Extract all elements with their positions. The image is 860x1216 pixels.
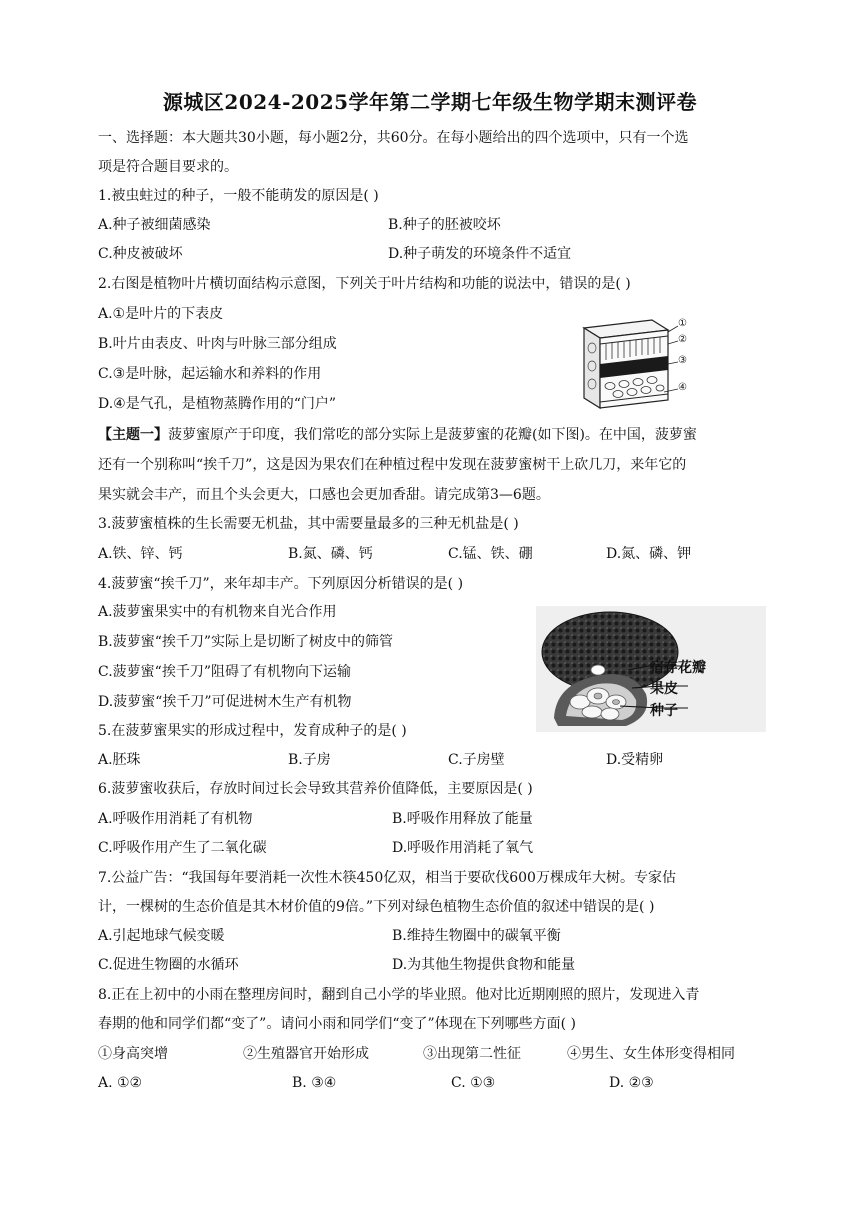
q4-option-d: D.菠萝蜜“挨千刀”可促进树木生产有机物 bbox=[98, 694, 352, 710]
q2-option-c: C.③是叶脉，起运输水和养料的作用 bbox=[98, 366, 322, 382]
jackfruit-label-seed: 种子 bbox=[650, 703, 678, 719]
theme1-text-1: 菠萝蜜原产于印度，我们常吃的部分实际上是菠萝蜜的花瓣(如下图)。在中国，菠萝蜜 bbox=[168, 427, 697, 443]
q5-stem: 5.在菠萝蜜果实的形成过程中，发育成种子的是( ) bbox=[98, 723, 407, 739]
page-title: 源城区2024-2025学年第二学期七年级生物学期末测评卷 bbox=[162, 90, 698, 114]
q8-option-d: D. ②③ bbox=[609, 1075, 654, 1091]
q5-option-c: C.子房壁 bbox=[448, 752, 505, 768]
q2-option-a: A.①是叶片的下表皮 bbox=[98, 306, 224, 322]
q7-option-b: B.维持生物圈中的碳氧平衡 bbox=[392, 928, 561, 944]
q2-option-d: D.④是气孔，是植物蒸腾作用的“门户” bbox=[98, 396, 337, 412]
q3-option-d: D.氮、磷、钾 bbox=[606, 546, 692, 562]
q5-option-b: B.子房 bbox=[288, 752, 331, 768]
theme1-line-1 bbox=[98, 425, 697, 445]
q1-option-d: D.种子萌发的环境条件不适宜 bbox=[388, 246, 572, 262]
q1-stem: 1.被虫蛀过的种子，一般不能萌发的原因是( ) bbox=[98, 188, 379, 204]
q2-option-b: B.叶片由表皮、叶肉与叶脉三部分组成 bbox=[98, 336, 337, 352]
leaf-cross-section-figure bbox=[574, 314, 694, 414]
section-instructions-line-1: 一、选择题：本大题共30小题，每小题2分，共60分。在每小题给出的四个选项中，只有一个选 bbox=[98, 130, 689, 146]
leaf-label-2: ② bbox=[678, 334, 687, 345]
q5-option-d: D.受精卵 bbox=[606, 752, 664, 768]
q7-line-1: 7.公益广告：“我国每年要消耗一次性木筷450亿双，相当于要砍伐600万棵成年大树。专家估 bbox=[98, 870, 676, 886]
leaf-label-3: ③ bbox=[678, 355, 687, 366]
q3-option-b: B.氮、磷、钙 bbox=[288, 546, 373, 562]
q1-option-b: B.种子的胚被咬坏 bbox=[388, 217, 501, 233]
jackfruit-label-petal: 宿存花瓣 bbox=[650, 660, 706, 676]
q7-line-2: 计，一棵树的生态价值是其木材价值的9倍。”下列对绿色植物生态价值的叙述中错误的是( ) bbox=[98, 899, 655, 915]
q6-stem: 6.菠萝蜜收获后，存放时间过长会导致其营养价值降低，主要原因是( ) bbox=[98, 781, 533, 797]
q4-option-b: B.菠萝蜜“挨千刀”实际上是切断了树皮中的筛管 bbox=[98, 634, 394, 650]
q6-option-a: A.呼吸作用消耗了有机物 bbox=[98, 811, 253, 827]
q1-option-c: C.种皮被破坏 bbox=[98, 246, 183, 262]
q6-option-b: B.呼吸作用释放了能量 bbox=[392, 811, 533, 827]
theme1-line-2: 还有一个别称叫“挨千刀”，这是因为果农们在种植过程中发现在菠萝蜜树干上砍几刀，来年它的 bbox=[98, 457, 687, 473]
q8-line-2: 春期的他和同学们都“变了”。请问小雨和同学们“变了”体现在下列哪些方面( ) bbox=[98, 1016, 577, 1032]
q8-item-2: ②生殖器官开始形成 bbox=[243, 1046, 369, 1062]
q3-option-c: C.锰、铁、硼 bbox=[448, 546, 533, 562]
theme1-tag: 【主题一】 bbox=[98, 427, 168, 443]
jackfruit-figure bbox=[536, 606, 766, 732]
q7-option-c: C.促进生物圈的水循环 bbox=[98, 957, 239, 973]
q8-item-4: ④男生、女生体形变得相同 bbox=[567, 1046, 735, 1062]
theme1-line-3: 果实就会丰产，而且个头会更大，口感也会更加香甜。请完成第3—6题。 bbox=[98, 487, 550, 503]
q2-stem: 2.右图是植物叶片横切面结构示意图，下列关于叶片结构和功能的说法中，错误的是( ) bbox=[98, 276, 631, 292]
q7-option-a: A.引起地球气候变暖 bbox=[98, 928, 225, 944]
q1-option-a: A.种子被细菌感染 bbox=[98, 217, 211, 233]
q4-option-a: A.菠萝蜜果实中的有机物来自光合作用 bbox=[98, 604, 337, 620]
q8-option-c: C. ①③ bbox=[451, 1075, 496, 1091]
q8-option-b: B. ③④ bbox=[292, 1075, 337, 1091]
q4-option-c: C.菠萝蜜“挨千刀”阻碍了有机物向下运输 bbox=[98, 664, 351, 680]
q6-option-c: C.呼吸作用产生了二氧化碳 bbox=[98, 840, 267, 856]
jackfruit-label-peel: 果皮 bbox=[650, 681, 678, 697]
q8-option-a: A. ①② bbox=[98, 1075, 143, 1091]
q3-option-a: A.铁、锌、钙 bbox=[98, 546, 183, 562]
q8-item-1: ①身高突增 bbox=[98, 1046, 168, 1062]
leaf-label-1: ① bbox=[678, 318, 687, 329]
q3-stem: 3.菠萝蜜植株的生长需要无机盐，其中需要量最多的三种无机盐是( ) bbox=[98, 516, 519, 532]
q8-line-1: 8.正在上初中的小雨在整理房间时，翻到自己小学的毕业照。他对比近期刚照的照片，发现进入青 bbox=[98, 987, 700, 1003]
q6-option-d: D.呼吸作用消耗了氧气 bbox=[392, 840, 534, 856]
q5-option-a: A.胚珠 bbox=[98, 752, 141, 768]
q7-option-d: D.为其他生物提供食物和能量 bbox=[392, 957, 576, 973]
q8-item-3: ③出现第二性征 bbox=[423, 1046, 521, 1062]
section-instructions-line-2: 项是符合题目要求的。 bbox=[98, 159, 238, 175]
q4-stem: 4.菠萝蜜“挨千刀”，来年却丰产。下列原因分析错误的是( ) bbox=[98, 576, 464, 592]
leaf-label-4: ④ bbox=[678, 382, 687, 393]
